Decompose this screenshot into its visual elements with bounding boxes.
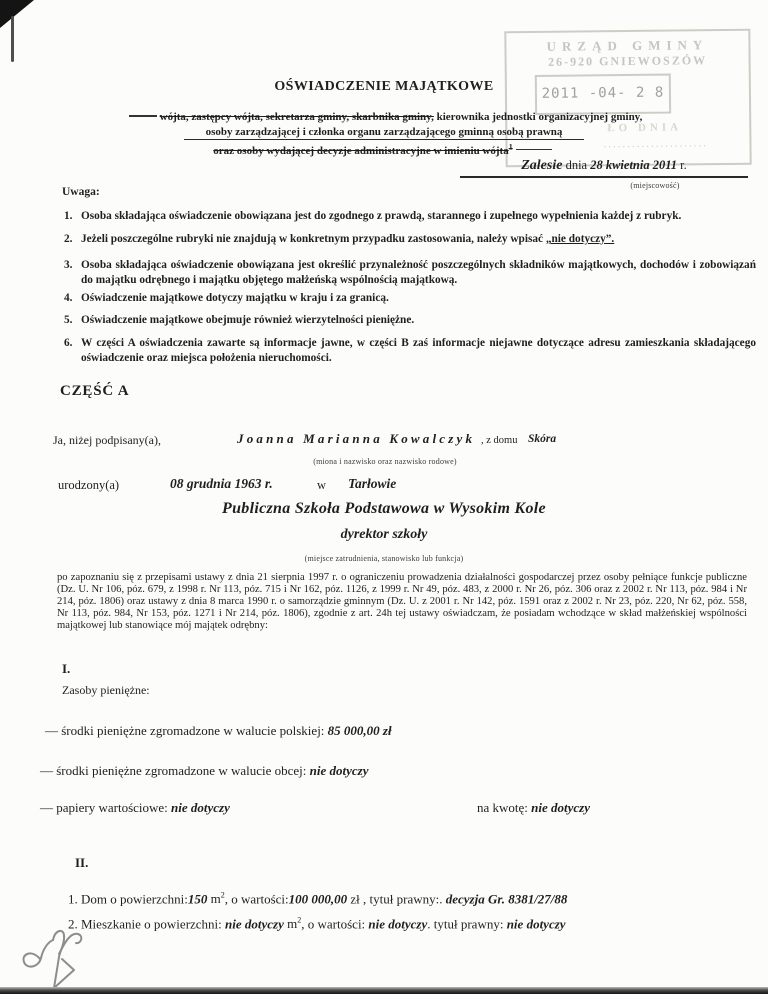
note-number: 1. [64, 210, 73, 222]
note-number: 4. [64, 292, 73, 304]
note-text: W części A oświadczenia zawarte są informacje jawne, w części B zaś informacje niejawne dotyczące adresu zamieszkania składającego oświadczenie oraz miejsca położenia nieruchomości. [81, 337, 756, 364]
subtitle-line-2 [14, 125, 754, 139]
section-2-numeral: II. [75, 855, 89, 870]
securities-row [40, 800, 230, 816]
note-number: 6. [64, 337, 73, 349]
house-row [68, 888, 758, 907]
unit-m2: $m^2$ [287, 916, 302, 932]
pen-stroke-mark [11, 16, 14, 62]
securities-value: nie dotyczy [171, 800, 230, 815]
workplace: Publiczna Szkoła Podstawowa w Wysokim Kole [222, 500, 546, 517]
house-area-label: Dom o powierzchni: [81, 891, 188, 907]
note-6 [64, 336, 756, 366]
r-label: r. [677, 158, 687, 172]
note-3 [64, 258, 756, 288]
scan-bottom-edge [0, 987, 768, 994]
note-text: Osoba składająca oświadczenie obowiązana jest określić przynależność poszczególnych składników majątkowych, dochodów i zobowiązań do majątku odrębnego i majątku objętego małżeńską wspólnością majątkową. [81, 259, 756, 286]
subtitle-line-3 [14, 140, 754, 158]
place-handwritten: Zalesie [521, 158, 563, 173]
maiden-name: Skóra [528, 433, 557, 445]
note-4 [64, 291, 756, 306]
note-5 [64, 313, 756, 328]
item-number: 2. [68, 916, 78, 932]
dash: — [40, 800, 53, 815]
note-number: 2. [64, 233, 73, 245]
legal-basis-paragraph: po zapoznaniu się z przepisami ustawy z dnia 21 sierpnia 1997 r. o ograniczeniu prowadzenia działalności gospodarczej przez osoby pełniące funkcje publiczne (Dz. U. Nr 106, póz. 679, z 1998 r. Nr 113, póz. 715 i Nr 162, póz. 1126, z 1999 r. Nr 49, póz. 483, z 2000 r. Nr 26, póz. 306 oraz z 2002 r. Nr 113, póz. 984 i Nr 214, póz. 1806) oraz ustawy z dnia 8 marca 1990 r. o samorządzie gminnym (Dz. U. z 2001 r. Nr 142, póz. 1591 oraz z 2002 r. Nr 23, póz. 220, Nr 62, póz. 558, Nr 113, póz. 984, Nr 153, póz. 1271 i Nr 214, póz. 1806), zgodnie z art. 24h tej ustawy oświadczam, że posiadam wchodzące w skład małżeńskiej wspólności majątkowej lub stanowiące mój majątek odrębny: [57, 572, 747, 631]
apartment-title-label: . tytuł prawny: [427, 916, 504, 932]
dash: — [45, 723, 58, 738]
born-label: urodzony(a) [58, 478, 120, 492]
name-caption: (miona i nazwisko oraz nazwisko rodowe) [313, 457, 457, 466]
note-text: Osoba składająca oświadczenie obowiązana jest do zgodnego z prawdą, starannego i zupełnego wypełnienia każdej z rubryk. [81, 210, 682, 222]
z-domu-label: , z domu [481, 435, 518, 446]
note-number: 3. [64, 259, 73, 271]
note-text: Oświadczenie majątkowe dotyczy majątku w kraju i za granicą. [81, 292, 389, 304]
date-handwritten: 28 kwietnia 2011 [590, 158, 678, 172]
strike-extension [129, 115, 157, 117]
securities-label: papiery wartościowe: [56, 800, 168, 815]
subtitle-line-1 [14, 110, 754, 124]
house-value: 100 000,00 [288, 891, 348, 907]
unit-m2: $m^2$ [210, 891, 225, 907]
stamp-dotted-line: ...................... [603, 137, 709, 151]
note-number: 5. [64, 314, 73, 326]
item-number: 1. [68, 891, 78, 907]
document-title: OŚWIADCZENIE MAJĄTKOWE [274, 79, 494, 94]
subtitle-struck-functions: wójta, zastępcy wójta, sekretarza gminy, skarbnika gminy, [159, 111, 434, 123]
note-1 [64, 209, 756, 224]
note-2 [64, 232, 756, 247]
apartment-area-value: nie dotyczy [225, 916, 284, 932]
subtitle-kept-function: kierownika jednostki organizacyjnej gminy, [433, 111, 643, 123]
dnia-label: dnia [562, 158, 591, 172]
apartment-value: nie dotyczy [368, 916, 428, 932]
stamp-office-address: 26-920 GNIEWOSZÓW [548, 53, 708, 69]
place-date-line [460, 158, 748, 178]
strike-extension [516, 149, 552, 151]
apartment-row [68, 913, 758, 932]
stamp-date: 2011 -04- 2 8 [541, 84, 665, 102]
apartment-area-label: Mieszkanie o powierzchni: [81, 916, 222, 932]
footnote-ref: 1 [508, 142, 513, 151]
subtitle-struck-functions-2: oraz osoby wydającej decyzje administracyjne w imieniu wójta$^1$ [213, 142, 513, 157]
cash-foreign-label: środki pieniężne zgromadzone w walucie obcej: [56, 763, 307, 778]
scan-corner-artifact [0, 0, 34, 28]
amount-label: na kwotę: [477, 800, 528, 815]
notes-label: Uwaga: [62, 186, 100, 198]
apartment-title-value: nie dotyczy [506, 916, 566, 932]
dash: — [40, 763, 53, 778]
birth-place: Tarłowie [348, 476, 397, 491]
place-caption: (miejscowość) [630, 181, 680, 190]
stamp-received-label: ŁO DNIA [607, 121, 683, 135]
cash-foreign-value: nie dotyczy [309, 763, 369, 778]
subtitle-underlined-functions: osoby zarządzającej i członka organu zarządzającego gminną osobą prawną [184, 126, 585, 140]
note-text: Jeżeli poszczególne rubryki nie znajdują w konkretnym przypadku zastosowania, należy wpisać „nie dotyczy”. [81, 233, 615, 245]
part-a-heading: CZĘŚĆ A [60, 383, 130, 399]
cash-pln-label: środki pieniężne zgromadzone w walucie polskiej: [61, 723, 325, 738]
house-title-label: zł , tytuł prawny:. [350, 891, 443, 907]
signature-mark [12, 918, 104, 992]
note-text: Oświadczenie majątkowe obejmuje również wierzytelności pieniężne. [81, 314, 415, 326]
cash-foreign-row [40, 763, 369, 779]
section-1-heading: Zasoby pieniężne: [62, 683, 150, 697]
birth-date: 08 grudnia 1963 r. [170, 476, 273, 491]
in-label: w [317, 478, 327, 492]
house-value-label: , o wartości: [224, 891, 289, 907]
nie-dotyczy-quoted: „nie dotyczy”. [545, 233, 615, 245]
amount-value: nie dotyczy [531, 800, 590, 815]
stamp-office-name: URZĄD GMINY [546, 37, 709, 54]
section-1-numeral: I. [62, 661, 71, 676]
cash-pln-value: 85 000,00 zł [327, 723, 392, 738]
workplace-caption: (miejsce zatrudnienia, stanowisko lub funkcja) [304, 554, 464, 563]
house-title-value: decyzja Gr. 8381/27/88 [445, 891, 568, 907]
declarant-name: Joanna Marianna Kowalczyk [237, 431, 476, 446]
declarant-intro: Ja, niżej podpisany(a), [53, 433, 161, 447]
job-position: dyrektor szkoły [340, 527, 428, 542]
securities-amount [477, 800, 590, 816]
apartment-value-label: , o wartości: [301, 916, 366, 932]
cash-pln-row [45, 723, 392, 739]
house-area-value: 150 [187, 891, 208, 907]
